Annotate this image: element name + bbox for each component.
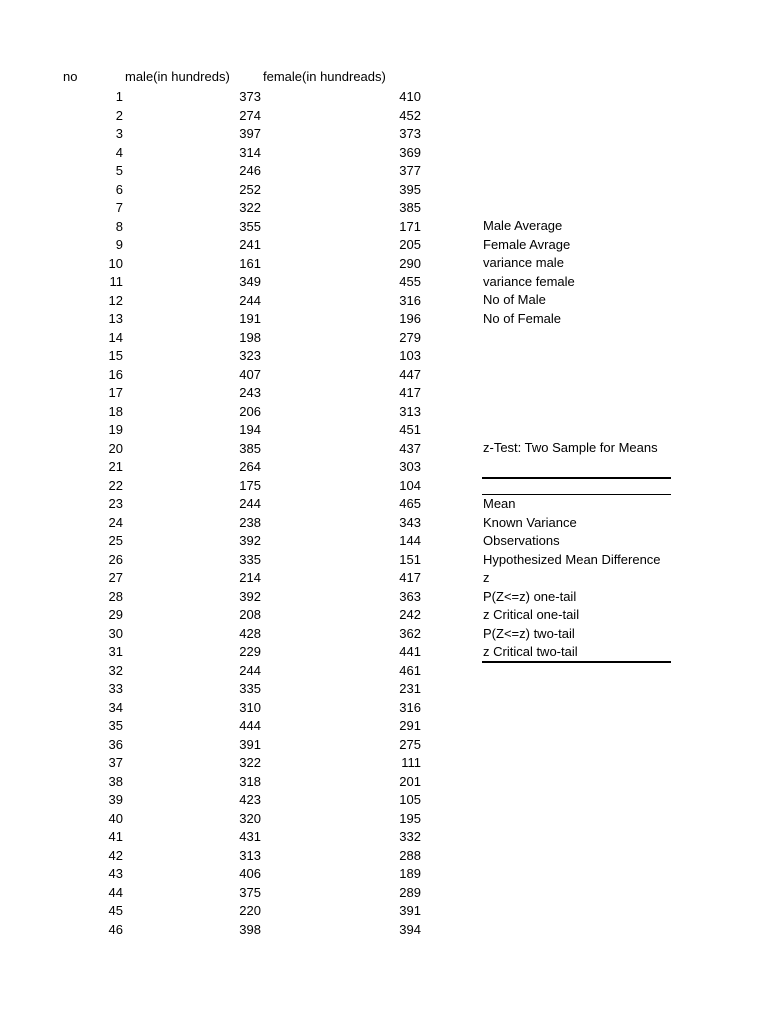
cell-male: 314 (239, 144, 261, 160)
cell-female: 363 (399, 588, 421, 604)
cell-female: 455 (399, 274, 421, 289)
table-row (0, 107, 470, 126)
table-row (0, 606, 470, 625)
cell-male: 241 (239, 237, 261, 252)
cell-female: 189 (399, 866, 421, 881)
table-row (0, 199, 470, 218)
cell-no: 22 (108, 477, 123, 493)
table-row (0, 236, 470, 255)
cell-female: 313 (399, 403, 421, 419)
table-row (0, 347, 470, 366)
table-row (0, 329, 470, 348)
cell-male: 373 (239, 89, 261, 104)
cell-male: 161 (239, 255, 261, 271)
cell-female: 373 (399, 126, 421, 141)
table-row (0, 218, 470, 237)
header-male: male(in hundreds) (125, 69, 230, 84)
cell-female: 111 (401, 755, 421, 770)
cell-male: 175 (239, 477, 261, 493)
cell-male: 407 (239, 366, 261, 382)
cell-no: 5 (115, 163, 123, 178)
cell-no: 26 (108, 551, 123, 567)
cell-male: 406 (239, 866, 261, 881)
table-row (0, 662, 470, 681)
ztest-label: Observations (483, 533, 560, 548)
cell-female: 461 (399, 662, 421, 678)
table-row (0, 551, 470, 570)
table-row (0, 255, 470, 274)
cell-female: 452 (399, 107, 421, 123)
cell-no: 30 (108, 625, 123, 641)
cell-female: 362 (399, 625, 421, 641)
cell-no: 7 (115, 200, 123, 215)
cell-female: 369 (399, 144, 421, 160)
cell-male: 310 (239, 699, 261, 715)
cell-no: 42 (108, 847, 123, 863)
cell-no: 25 (108, 533, 123, 548)
cell-no: 24 (108, 514, 123, 530)
cell-female: 451 (399, 422, 421, 437)
cell-female: 201 (399, 773, 421, 789)
cell-female: 343 (399, 514, 421, 530)
cell-female: 316 (399, 699, 421, 715)
cell-no: 6 (115, 181, 123, 197)
cell-female: 195 (399, 810, 421, 826)
ztest-top-rule (482, 477, 671, 479)
cell-no: 40 (108, 810, 123, 826)
cell-male: 323 (239, 348, 261, 363)
table-row (0, 88, 470, 107)
ztest-label: Known Variance (483, 514, 577, 530)
table-row (0, 865, 470, 884)
table-row (0, 310, 470, 329)
ztest-label: z (483, 570, 490, 585)
table-row (0, 921, 470, 940)
table-row (0, 680, 470, 699)
cell-no: 29 (108, 607, 123, 622)
cell-no: 28 (108, 588, 123, 604)
table-row (0, 162, 470, 181)
cell-male: 322 (239, 755, 261, 770)
table-row (0, 717, 470, 736)
cell-female: 151 (399, 551, 421, 567)
cell-male: 274 (239, 107, 261, 123)
cell-female: 196 (399, 311, 421, 326)
table-row (0, 736, 470, 755)
cell-no: 16 (108, 366, 123, 382)
cell-no: 3 (115, 126, 123, 141)
cell-female: 242 (399, 607, 421, 622)
cell-male: 318 (239, 773, 261, 789)
ztest-label: z Critical one-tail (483, 607, 580, 622)
cell-female: 391 (399, 903, 421, 918)
cell-no: 14 (108, 329, 123, 345)
cell-no: 38 (108, 773, 123, 789)
cell-no: 23 (108, 496, 123, 511)
cell-male: 244 (239, 662, 261, 678)
cell-female: 316 (399, 292, 421, 308)
cell-male: 398 (239, 921, 261, 937)
cell-female: 465 (399, 496, 421, 511)
ztest-label: z Critical two-tail (483, 644, 578, 659)
cell-male: 375 (239, 884, 261, 900)
cell-male: 349 (239, 274, 261, 289)
cell-no: 15 (108, 348, 123, 363)
cell-female: 279 (399, 329, 421, 345)
cell-male: 392 (239, 533, 261, 548)
cell-male: 313 (239, 847, 261, 863)
cell-no: 8 (115, 218, 123, 234)
cell-female: 144 (399, 533, 421, 548)
cell-no: 44 (108, 884, 123, 900)
cell-male: 423 (239, 792, 261, 807)
cell-female: 303 (399, 459, 421, 474)
cell-female: 441 (399, 644, 421, 659)
table-row (0, 181, 470, 200)
summary-label: No of Male (483, 292, 546, 307)
cell-female: 171 (399, 218, 421, 234)
cell-female: 275 (399, 736, 421, 752)
cell-female: 385 (399, 200, 421, 215)
cell-male: 335 (239, 681, 261, 696)
cell-no: 4 (115, 144, 123, 160)
table-row (0, 884, 470, 903)
table-row (0, 514, 470, 533)
table-row (0, 643, 470, 662)
ztest-label: Mean (483, 496, 516, 511)
cell-female: 105 (399, 792, 421, 807)
ztest-bottom-rule (482, 661, 671, 663)
table-row (0, 384, 470, 403)
cell-male: 397 (239, 126, 261, 141)
summary-label: variance female (483, 273, 575, 289)
table-row (0, 902, 470, 921)
cell-female: 394 (399, 921, 421, 937)
cell-no: 34 (108, 699, 123, 715)
cell-no: 31 (108, 644, 123, 659)
cell-female: 332 (399, 829, 421, 844)
table-row (0, 477, 470, 496)
cell-female: 289 (399, 884, 421, 900)
cell-male: 252 (239, 181, 261, 197)
table-row (0, 810, 470, 829)
cell-female: 288 (399, 847, 421, 863)
cell-female: 231 (399, 681, 421, 696)
cell-male: 244 (239, 496, 261, 511)
cell-male: 243 (239, 385, 261, 400)
table-row (0, 458, 470, 477)
cell-male: 229 (239, 644, 261, 659)
cell-no: 11 (109, 274, 123, 289)
cell-no: 33 (108, 681, 123, 696)
table-row (0, 588, 470, 607)
summary-label: variance male (483, 255, 564, 270)
cell-no: 12 (108, 292, 123, 308)
table-row (0, 421, 470, 440)
cell-male: 335 (239, 551, 261, 567)
ztest-label: Hypothesized Mean Difference (483, 551, 661, 567)
cell-male: 444 (239, 718, 261, 733)
cell-no: 32 (108, 662, 123, 678)
cell-male: 391 (239, 736, 261, 752)
ztest-label: P(Z<=z) two-tail (483, 625, 575, 641)
cell-no: 9 (115, 237, 123, 252)
cell-female: 377 (399, 163, 421, 178)
cell-female: 104 (399, 477, 421, 493)
ztest-label: P(Z<=z) one-tail (483, 588, 577, 604)
cell-male: 322 (239, 200, 261, 215)
table-row (0, 366, 470, 385)
cell-female: 205 (399, 237, 421, 252)
cell-no: 2 (115, 107, 123, 123)
cell-no: 13 (108, 311, 123, 326)
table-row (0, 773, 470, 792)
cell-no: 27 (108, 570, 123, 585)
cell-female: 291 (399, 718, 421, 733)
cell-male: 428 (239, 625, 261, 641)
summary-label: Male Average (483, 218, 563, 233)
cell-female: 395 (399, 181, 421, 197)
cell-male: 208 (239, 607, 261, 622)
cell-no: 35 (108, 718, 123, 733)
table-row (0, 292, 470, 311)
cell-female: 103 (399, 348, 421, 363)
cell-female: 447 (399, 366, 421, 382)
cell-no: 37 (108, 755, 123, 770)
table-row (0, 144, 470, 163)
table-row (0, 754, 470, 773)
cell-no: 10 (108, 255, 123, 271)
table-row (0, 699, 470, 718)
data-table (0, 88, 470, 939)
cell-female: 290 (399, 255, 421, 271)
table-row (0, 625, 470, 644)
cell-male: 431 (239, 829, 261, 844)
table-row (0, 403, 470, 422)
table-row (0, 125, 470, 144)
cell-female: 417 (399, 385, 421, 400)
cell-male: 385 (239, 440, 261, 456)
cell-male: 191 (239, 311, 261, 326)
cell-no: 21 (108, 459, 123, 474)
cell-male: 206 (239, 403, 261, 419)
cell-male: 238 (239, 514, 261, 530)
table-row (0, 569, 470, 588)
cell-female: 437 (399, 440, 421, 456)
cell-no: 39 (108, 792, 123, 807)
cell-male: 392 (239, 588, 261, 604)
table-row (0, 495, 470, 514)
summary-label: Female Avrage (483, 236, 571, 252)
cell-no: 45 (108, 903, 123, 918)
ztest-title: z-Test: Two Sample for Means (483, 440, 658, 455)
cell-female: 417 (399, 570, 421, 585)
cell-no: 19 (108, 422, 123, 437)
table-row (0, 847, 470, 866)
cell-no: 1 (115, 89, 123, 104)
cell-no: 20 (108, 440, 123, 456)
cell-male: 246 (239, 163, 261, 178)
cell-female: 410 (399, 89, 421, 104)
cell-male: 320 (239, 810, 261, 826)
cell-male: 355 (239, 218, 261, 234)
table-row (0, 532, 470, 551)
cell-male: 220 (239, 903, 261, 918)
cell-male: 214 (239, 570, 261, 585)
cell-male: 194 (239, 422, 261, 437)
table-row (0, 440, 470, 459)
cell-male: 264 (239, 459, 261, 474)
header-female: female(in hundreads) (263, 69, 386, 84)
cell-no: 18 (108, 403, 123, 419)
table-row (0, 273, 470, 292)
cell-no: 43 (108, 866, 123, 881)
summary-label: No of Female (483, 310, 562, 326)
table-row (0, 828, 470, 847)
cell-no: 17 (108, 385, 123, 400)
table-row (0, 791, 470, 810)
header-no: no (63, 69, 78, 84)
cell-male: 244 (239, 292, 261, 308)
cell-male: 198 (239, 329, 261, 345)
cell-no: 36 (108, 736, 123, 752)
cell-no: 41 (108, 829, 123, 844)
cell-no: 46 (108, 921, 123, 937)
